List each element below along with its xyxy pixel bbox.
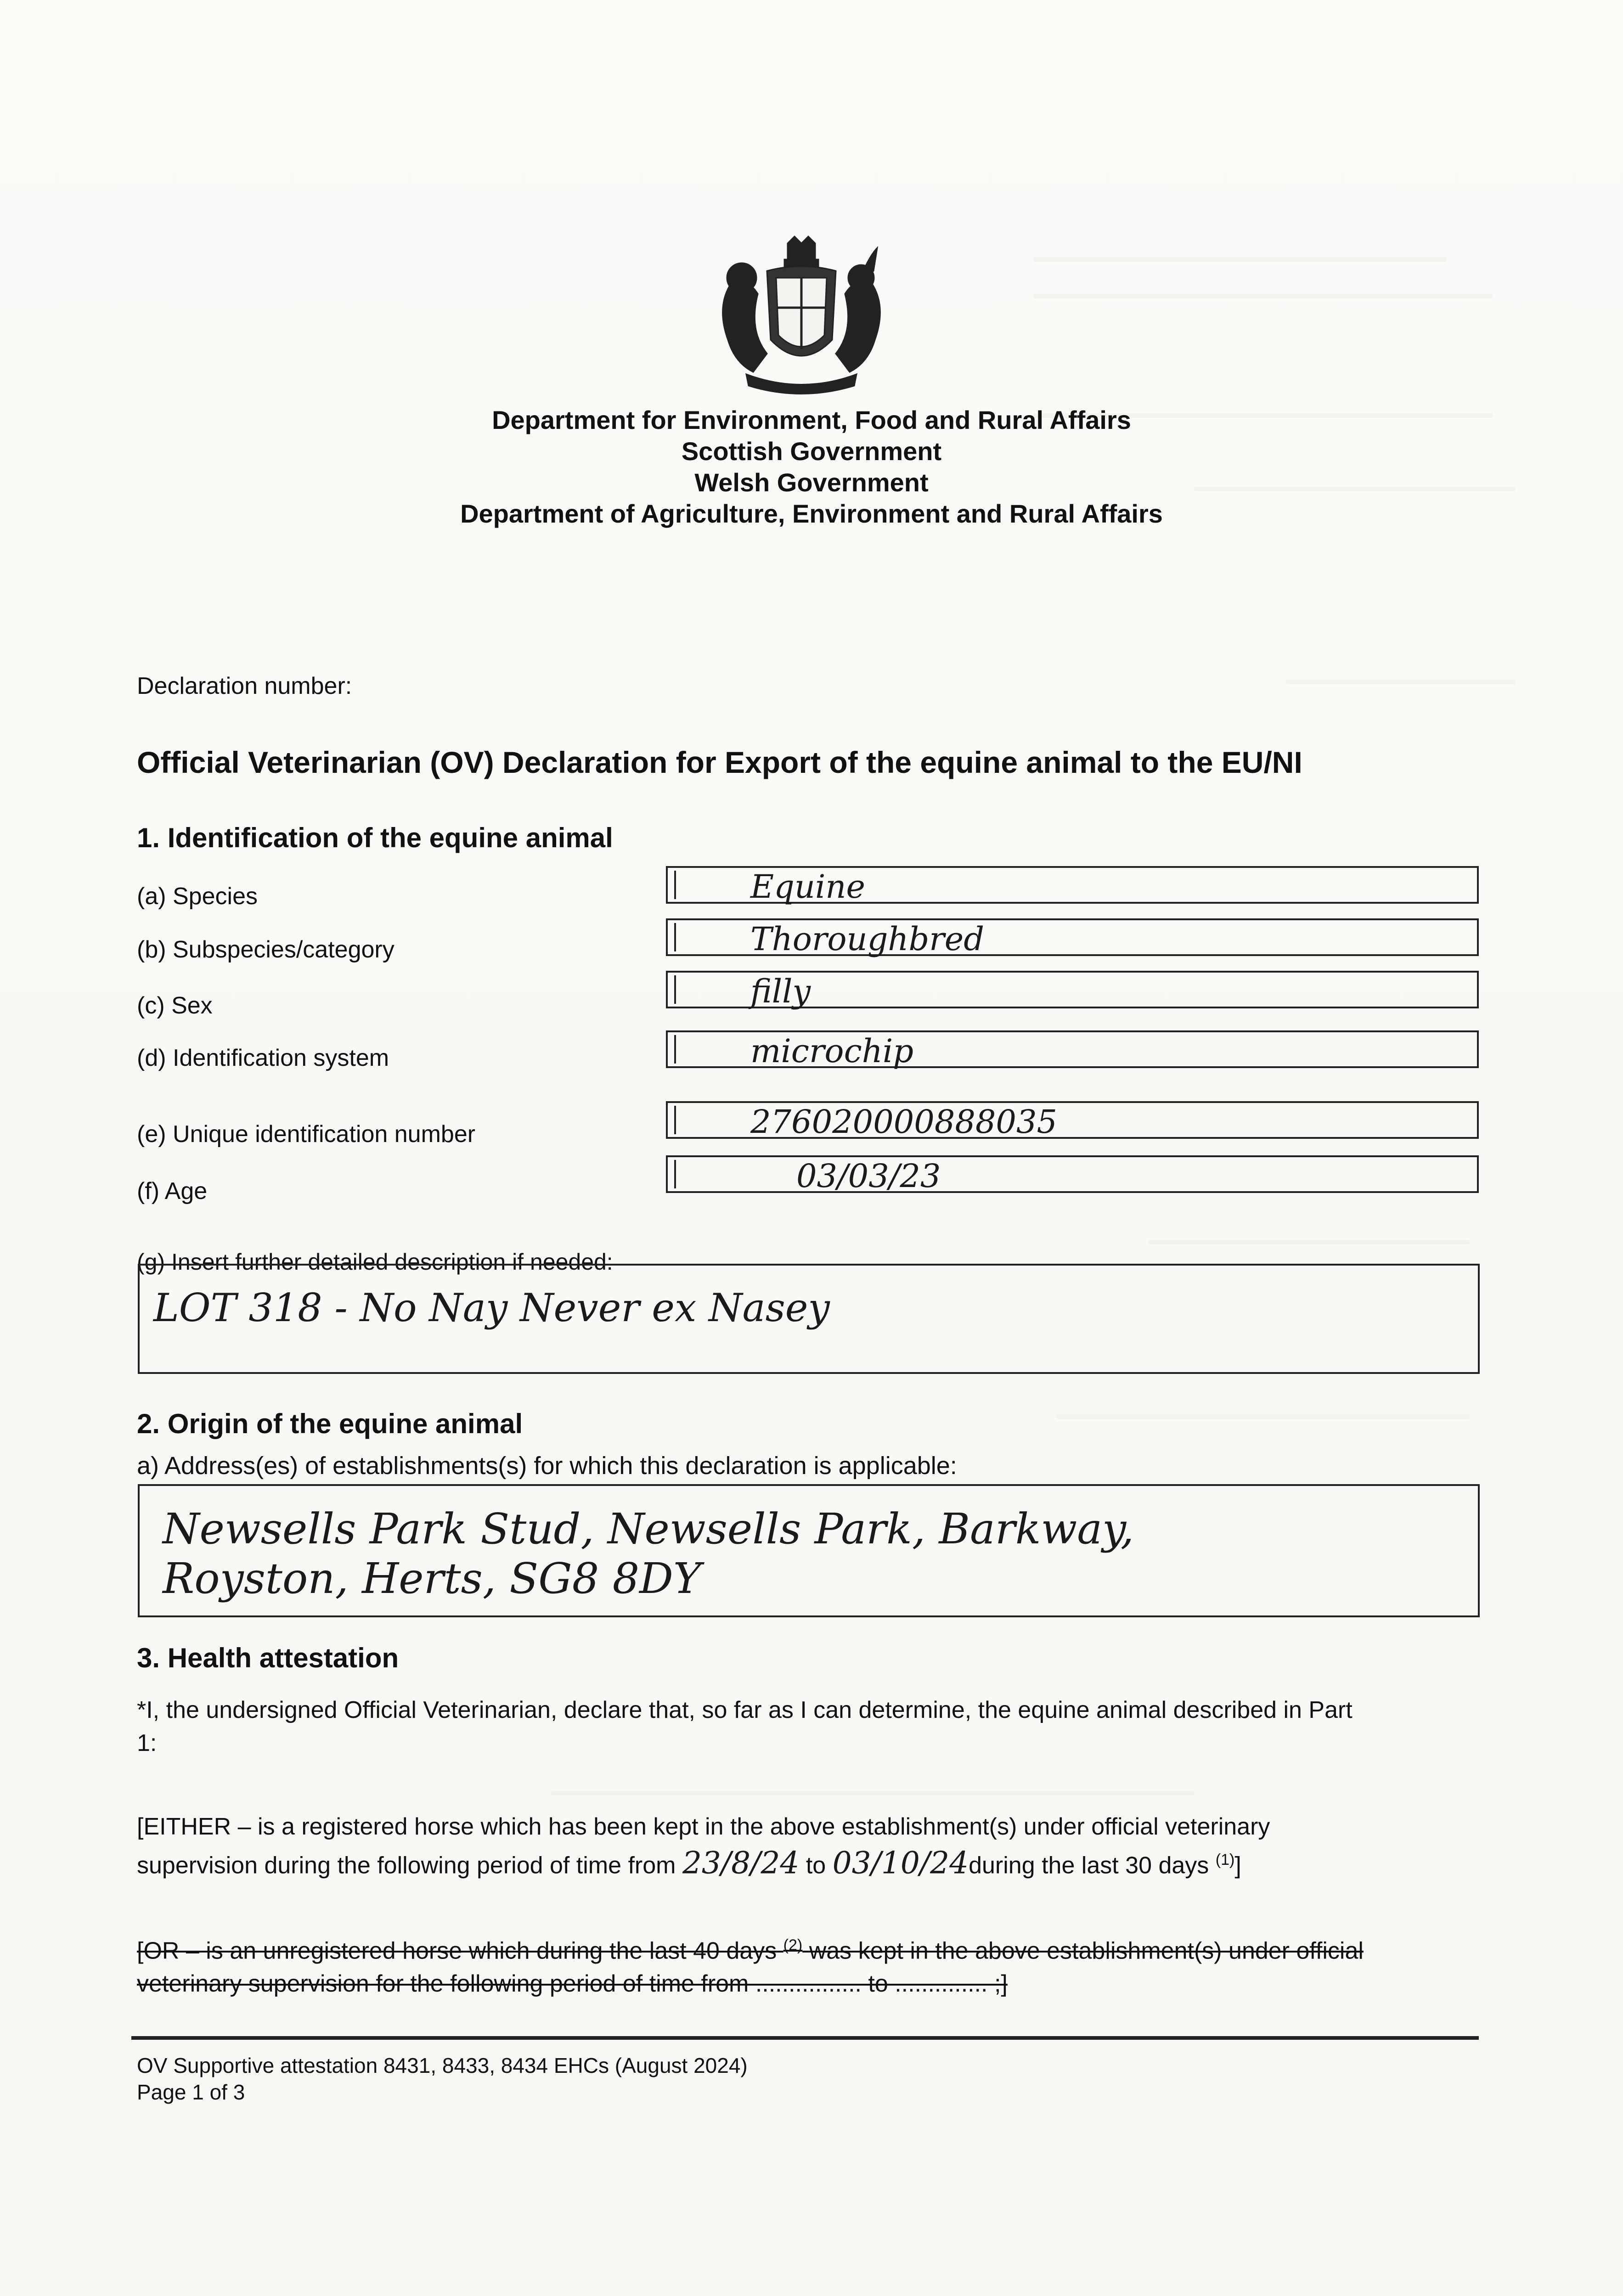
attestation-intro bbox=[137, 1694, 1487, 1760]
show-through-mark bbox=[1286, 680, 1516, 684]
show-through-mark bbox=[1033, 294, 1493, 298]
department-welsh-gov: Welsh Government bbox=[694, 468, 929, 497]
identification-system-value: microchip bbox=[750, 1032, 914, 1070]
either-line-1: [EITHER – is a registered horse which has been kept in the above establishment(s) under official veterinary bbox=[137, 1813, 1270, 1840]
field-marker bbox=[674, 1035, 676, 1064]
species-value: Equine bbox=[750, 868, 865, 906]
species-field[interactable] bbox=[666, 866, 1479, 904]
further-description-field[interactable] bbox=[138, 1264, 1480, 1374]
department-scottish-gov: Scottish Government bbox=[681, 437, 942, 466]
section-3-heading: 3. Health attestation bbox=[137, 1643, 399, 1673]
attestation-intro-line-1: *I, the undersigned Official Veterinarian, declare that, so far as I can determine, the equine animal described in Part bbox=[137, 1697, 1352, 1723]
identification-system-field[interactable] bbox=[666, 1030, 1479, 1068]
footer-page-number: Page 1 of 3 bbox=[137, 2080, 245, 2104]
either-prefix: supervision during the following period of time from bbox=[137, 1852, 676, 1879]
declaration-number-label: Declaration number: bbox=[137, 673, 352, 699]
either-end: ] bbox=[1234, 1852, 1241, 1879]
further-description-value: LOT 318 - No Nay Never ex Nasey bbox=[153, 1285, 830, 1330]
department-defra: Department for Environment, Food and Rural Affairs bbox=[492, 405, 1131, 434]
footnote-2-ref: (2) bbox=[783, 1936, 803, 1954]
field-marker bbox=[674, 1160, 676, 1188]
age-value: 03/03/23 bbox=[796, 1157, 941, 1195]
subspecies-field[interactable] bbox=[666, 918, 1479, 956]
either-line-2 bbox=[137, 1843, 1487, 1882]
attestation-intro-line-2: 1: bbox=[137, 1730, 157, 1756]
or-clause-struck bbox=[137, 1929, 1487, 2000]
show-through-mark bbox=[1148, 1240, 1470, 1244]
address-label: a) Address(es) of establishments(s) for which this declaration is applicable: bbox=[137, 1452, 957, 1480]
either-suffix: during the last 30 days bbox=[969, 1852, 1209, 1879]
from-date-value[interactable]: 23/8/24 bbox=[682, 1845, 800, 1881]
or-line-2: veterinary supervision for the following period of time from ................ to .............. ;] bbox=[137, 1970, 1008, 1998]
field-marker bbox=[674, 975, 676, 1004]
or-line-1 bbox=[137, 1929, 1487, 1967]
unique-id-value: 276020000888035 bbox=[750, 1103, 1058, 1141]
age-field[interactable] bbox=[666, 1155, 1479, 1193]
address-line-2: Royston, Herts, SG8 8DY bbox=[163, 1554, 701, 1603]
subspecies-label: (b) Subspecies/category bbox=[137, 936, 394, 963]
department-daera: Department of Agriculture, Environment and Rural Affairs bbox=[460, 499, 1163, 528]
sex-field[interactable] bbox=[666, 971, 1479, 1008]
subspecies-value: Thoroughbred bbox=[750, 920, 985, 958]
further-description-label: (g) Insert further detailed description if needed: bbox=[137, 1249, 613, 1275]
footnote-1-ref: (1) bbox=[1215, 1851, 1235, 1868]
footer-document-ref: OV Supportive attestation 8431, 8433, 8434 EHCs (August 2024) bbox=[137, 2054, 748, 2077]
unique-id-label: (e) Unique identification number bbox=[137, 1121, 476, 1148]
to-date-value[interactable]: 03/10/24 bbox=[832, 1845, 969, 1881]
section-2-heading: 2. Origin of the equine animal bbox=[137, 1408, 523, 1439]
identification-system-label: (d) Identification system bbox=[137, 1045, 389, 1071]
page-title: Official Veterinarian (OV) Declaration for Export of the equine animal to the EU/NI bbox=[137, 745, 1302, 779]
to-word: to bbox=[806, 1852, 826, 1879]
address-line-1: Newsells Park Stud, Newsells Park, Barkway, bbox=[163, 1504, 1134, 1553]
or-line-1-a: [OR – is an unregistered horse which during the last 40 days bbox=[137, 1937, 777, 1964]
or-line-1-b: was kept in the above establishment(s) under official bbox=[809, 1937, 1364, 1964]
section-1-heading: 1. Identification of the equine animal bbox=[137, 822, 613, 853]
either-clause bbox=[137, 1810, 1487, 1882]
address-field[interactable] bbox=[138, 1484, 1480, 1617]
show-through-mark bbox=[551, 1791, 1194, 1795]
sex-value: filly bbox=[750, 973, 811, 1010]
show-through-mark bbox=[1056, 1414, 1470, 1419]
species-label: (a) Species bbox=[137, 883, 258, 910]
unique-id-field[interactable] bbox=[666, 1101, 1479, 1139]
age-label: (f) Age bbox=[137, 1178, 208, 1204]
field-marker bbox=[674, 923, 676, 951]
field-marker bbox=[674, 1106, 676, 1134]
sex-label: (c) Sex bbox=[137, 992, 213, 1019]
show-through-mark bbox=[1033, 257, 1447, 262]
footer-divider bbox=[131, 2036, 1479, 2040]
royal-coat-of-arms-logo bbox=[703, 234, 900, 400]
field-marker bbox=[674, 871, 676, 899]
